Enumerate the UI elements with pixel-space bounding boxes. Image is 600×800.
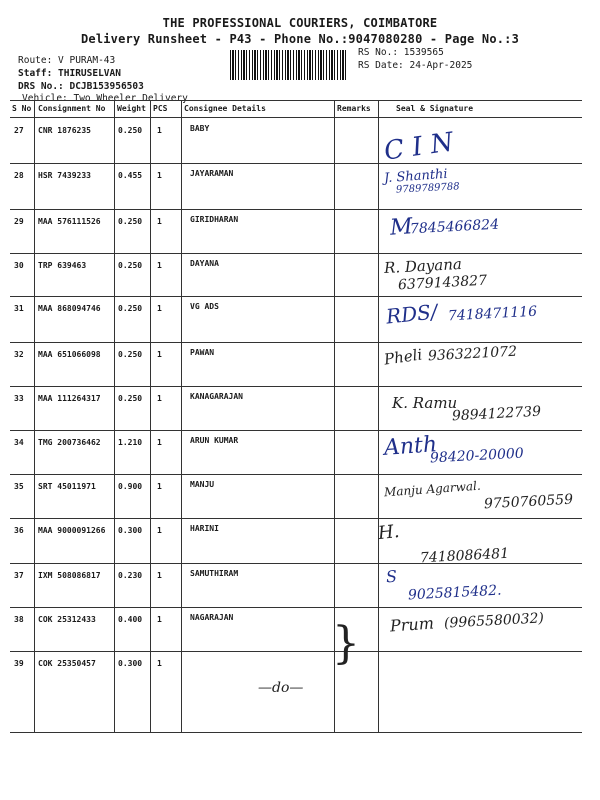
row-rule bbox=[10, 163, 582, 164]
col-remarks: Remarks bbox=[337, 104, 371, 113]
row-consignee: ARUN KUMAR bbox=[190, 436, 239, 445]
row-consignee: KANAGARAJAN bbox=[190, 392, 243, 401]
col-rule bbox=[150, 100, 151, 732]
row-sno: 38 bbox=[14, 615, 24, 624]
row-consignment-no: SRT 45011971 bbox=[38, 482, 96, 491]
row-phone: 9789789788 bbox=[395, 181, 460, 196]
row-consignee: SAMUTHIRAM bbox=[190, 569, 239, 578]
row-pcs: 1 bbox=[157, 217, 162, 226]
row-weight: 0.300 bbox=[118, 659, 143, 668]
row-signature: H. bbox=[376, 520, 401, 545]
row-rule bbox=[10, 607, 582, 608]
row-pcs: 1 bbox=[157, 659, 162, 668]
row-weight: 0.230 bbox=[118, 571, 143, 580]
row-signature: Manju Agarwal. bbox=[383, 478, 482, 500]
route-label: Route: V PURAM-43 bbox=[18, 55, 116, 66]
col-pcs: PCS bbox=[153, 104, 168, 113]
row-weight: 0.250 bbox=[118, 217, 143, 226]
row39-ditto-mark: —do— bbox=[258, 680, 304, 696]
row-signature: RDS/ bbox=[384, 299, 439, 329]
row-consignment-no: COK 25312433 bbox=[38, 615, 96, 624]
row-weight: 0.250 bbox=[118, 126, 143, 135]
col-rule bbox=[114, 100, 115, 732]
row-phone: 6379143827 bbox=[397, 272, 488, 294]
row-rule bbox=[10, 732, 582, 733]
col-rule bbox=[181, 100, 182, 732]
staff-line: Staff: THIRUSELVAN bbox=[18, 68, 121, 79]
col-consignee: Consignee Details bbox=[184, 104, 266, 113]
row-consignment-no: TMG 200736462 bbox=[38, 438, 101, 447]
col-weight: Weight bbox=[117, 104, 146, 113]
col-rule bbox=[34, 100, 35, 732]
row-phone: (9965580032) bbox=[443, 610, 545, 632]
row-phone: 98420-20000 bbox=[429, 445, 525, 467]
row-sno: 27 bbox=[14, 126, 24, 135]
rs-date: RS Date: 24-Apr-2025 bbox=[358, 60, 473, 71]
row-pcs: 1 bbox=[157, 126, 162, 135]
row-weight: 0.250 bbox=[118, 350, 143, 359]
row-sno: 35 bbox=[14, 482, 24, 491]
row-consignment-no: HSR 7439233 bbox=[38, 171, 91, 180]
drs-line: DRS No.: DCJB153956503 bbox=[18, 81, 144, 92]
row-phone: 7845466824 bbox=[409, 216, 500, 238]
row-sno: 29 bbox=[14, 217, 24, 226]
row-consignment-no: COK 25350457 bbox=[38, 659, 96, 668]
row-consignee: BABY bbox=[190, 124, 210, 133]
row-signature: Pheli bbox=[382, 345, 424, 369]
row-signature: M bbox=[389, 214, 414, 241]
row-signature: C I N bbox=[382, 127, 456, 167]
row-sno: 36 bbox=[14, 526, 24, 535]
row-sno: 37 bbox=[14, 571, 24, 580]
row-consignment-no: CNR 1876235 bbox=[38, 126, 91, 135]
row-consignee: NAGARAJAN bbox=[190, 613, 234, 622]
row-sno: 28 bbox=[14, 171, 24, 180]
row-phone: 7418471116 bbox=[447, 303, 538, 325]
row-phone: 9894122739 bbox=[451, 403, 542, 425]
row-consignee: MANJU bbox=[190, 480, 215, 489]
row-pcs: 1 bbox=[157, 171, 162, 180]
row-consignee: JAYARAMAN bbox=[190, 169, 234, 178]
row-sno: 30 bbox=[14, 261, 24, 270]
table-top-rule bbox=[10, 100, 582, 101]
row-pcs: 1 bbox=[157, 261, 162, 270]
row-signature: K. Ramu bbox=[392, 394, 458, 412]
row-sno: 33 bbox=[14, 394, 24, 403]
row-signature: Prum bbox=[389, 613, 435, 636]
row-weight: 0.250 bbox=[118, 261, 143, 270]
row-consignment-no: TRP 639463 bbox=[38, 261, 87, 270]
row-signature: J. Shanthi bbox=[383, 166, 449, 187]
row-pcs: 1 bbox=[157, 482, 162, 491]
row-pcs: 1 bbox=[157, 526, 162, 535]
row-consignee: HARINI bbox=[190, 524, 219, 533]
row-rule bbox=[10, 342, 582, 343]
row-pcs: 1 bbox=[157, 394, 162, 403]
row-consignee: DAYANA bbox=[190, 259, 219, 268]
row-consignment-no: MAA 111264317 bbox=[38, 394, 101, 403]
row-phone: 9025815482. bbox=[407, 582, 502, 604]
col-rule bbox=[378, 100, 379, 732]
staff-name: THIRUSELVAN bbox=[58, 68, 121, 79]
vehicle-label: Vehicle: Two Wheeler Delivery bbox=[22, 93, 188, 104]
company-name: THE PROFESSIONAL COURIERS, COIMBATORE bbox=[162, 16, 438, 30]
row-consignee: PAWAN bbox=[190, 348, 215, 357]
row-rule bbox=[10, 253, 582, 254]
row-weight: 0.300 bbox=[118, 526, 143, 535]
col-signature: Seal & Signature bbox=[396, 104, 474, 113]
row-weight: 0.455 bbox=[118, 171, 143, 180]
row-signature: S bbox=[385, 566, 398, 587]
drs-number: DCJB153956503 bbox=[69, 81, 144, 92]
brace-mark: } bbox=[332, 618, 360, 669]
row-phone: 9363221072 bbox=[427, 343, 518, 365]
row-pcs: 1 bbox=[157, 615, 162, 624]
rs-number: RS No.: 1539565 bbox=[358, 47, 444, 58]
row-rule bbox=[10, 296, 582, 297]
row-signature: Anth bbox=[383, 432, 438, 461]
col-consignment: Consignment No bbox=[38, 104, 106, 113]
row-phone: 9750760559 bbox=[483, 491, 574, 513]
row-phone: 7418086481 bbox=[419, 545, 510, 567]
row-sno: 34 bbox=[14, 438, 24, 447]
row-weight: 1.210 bbox=[118, 438, 143, 447]
row-consignment-no: MAA 651066098 bbox=[38, 350, 101, 359]
row-consignment-no: MAA 868094746 bbox=[38, 304, 101, 313]
runsheet-title: Delivery Runsheet - P43 - Phone No.:9047080280 - Page No.:3 bbox=[80, 32, 520, 46]
row-sno: 31 bbox=[14, 304, 24, 313]
row-rule bbox=[10, 651, 582, 652]
row-consignee: VG ADS bbox=[190, 302, 219, 311]
row-sno: 32 bbox=[14, 350, 24, 359]
row-weight: 0.400 bbox=[118, 615, 143, 624]
row-rule bbox=[10, 474, 582, 475]
row-consignee: GIRIDHARAN bbox=[190, 215, 239, 224]
row-pcs: 1 bbox=[157, 350, 162, 359]
row-pcs: 1 bbox=[157, 304, 162, 313]
row-rule bbox=[10, 430, 582, 431]
header-rule bbox=[10, 117, 582, 118]
row-sno: 39 bbox=[14, 659, 24, 668]
row-pcs: 1 bbox=[157, 571, 162, 580]
row-weight: 0.250 bbox=[118, 304, 143, 313]
row-weight: 0.250 bbox=[118, 394, 143, 403]
row-rule bbox=[10, 386, 582, 387]
row-pcs: 1 bbox=[157, 438, 162, 447]
row-consignment-no: IXM 508086817 bbox=[38, 571, 101, 580]
row-rule bbox=[10, 563, 582, 564]
barcode bbox=[230, 50, 348, 80]
row-weight: 0.900 bbox=[118, 482, 143, 491]
row-consignment-no: MAA 9000091266 bbox=[38, 526, 106, 535]
row-rule bbox=[10, 518, 582, 519]
col-sno: S No bbox=[12, 104, 32, 113]
row-consignment-no: MAA 576111526 bbox=[38, 217, 101, 226]
row-rule bbox=[10, 209, 582, 210]
row-signature: R. Dayana bbox=[383, 254, 463, 278]
